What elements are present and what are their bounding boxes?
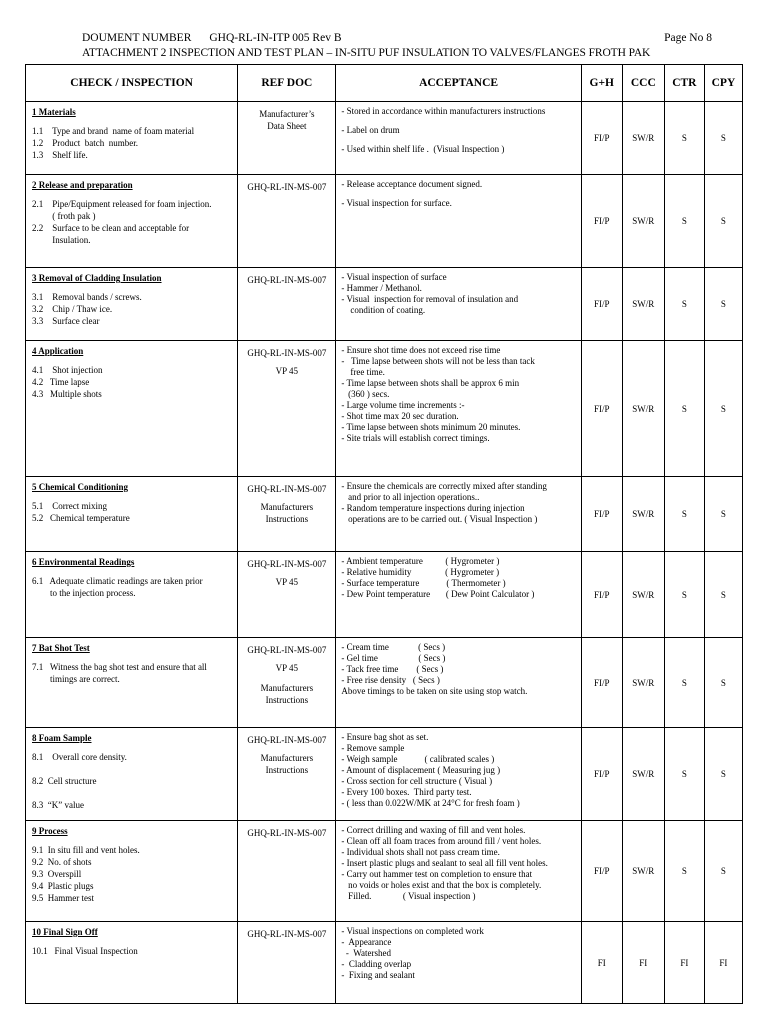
- acceptance-line: - Surface temperature ( Thermometer ): [341, 578, 506, 588]
- acceptance-cell: [336, 922, 581, 1004]
- gh-cell: FI/P: [581, 175, 622, 268]
- check-item: 3.3 Surface clear: [32, 316, 100, 326]
- acceptance-line: - Insert plastic plugs and sealant to seal all fill vent holes.: [341, 858, 548, 868]
- cpy-cell: S: [704, 821, 742, 922]
- acceptance-cell: [336, 728, 581, 821]
- col-header-cpy: CPY: [704, 65, 742, 102]
- acceptance-line: - Visual inspection for removal of insulation and: [341, 294, 519, 304]
- ccc-cell: SW/R: [622, 638, 664, 728]
- check-item: 8.1 Overall core density.: [32, 752, 127, 762]
- ccc-cell: FI: [622, 922, 664, 1004]
- table-row: [26, 268, 743, 341]
- ref-doc-line: GHQ-RL-IN-MS-007: [247, 929, 327, 939]
- acceptance-line: - Amount of displacement ( Measuring jug ): [341, 765, 501, 775]
- acceptance-line: operations are to be carried out. ( Visual Inspection ): [341, 514, 538, 524]
- acceptance-line: - Cross section for cell structure ( Visual ): [341, 776, 493, 786]
- document-header: [82, 32, 712, 44]
- ref-doc-line: VP 45: [275, 577, 299, 587]
- acceptance-line: Above timings to be taken on site using stop watch.: [341, 686, 528, 696]
- acceptance-line: - Ensure the chemicals are correctly mixed after standing: [341, 481, 547, 491]
- check-item: 9.3 Overspill: [32, 869, 82, 879]
- check-item: [32, 787, 233, 799]
- ref-doc-cell: [238, 922, 336, 1004]
- check-inspection-cell: [26, 922, 238, 1004]
- check-item: 9.1 In situ fill and vent holes.: [32, 845, 140, 855]
- check-item: [32, 763, 233, 775]
- ctr-cell: S: [664, 638, 704, 728]
- ref-doc-line: VP 45: [275, 663, 299, 673]
- acceptance-line: - Stored in accordance within manufacturers instructions: [341, 106, 546, 116]
- ref-doc-line: GHQ-RL-IN-MS-007: [247, 275, 327, 285]
- ctr-cell: S: [664, 728, 704, 821]
- section-title: 8 Foam Sample: [32, 733, 92, 743]
- ref-doc-line: GHQ-RL-IN-MS-007: [247, 828, 327, 838]
- col-header-ref-doc: REF DOC: [238, 65, 336, 102]
- page-number: Page No 8: [664, 32, 712, 44]
- ctr-cell: S: [664, 175, 704, 268]
- cpy-cell: S: [704, 477, 742, 552]
- table-row: [26, 102, 743, 175]
- acceptance-line: - Label on drum: [341, 125, 400, 135]
- acceptance-line: - Visual inspections on completed work: [341, 926, 484, 936]
- gh-cell: FI/P: [581, 728, 622, 821]
- ref-doc-cell: [238, 552, 336, 638]
- gh-cell: FI/P: [581, 477, 622, 552]
- section-title: 10 Final Sign Off: [32, 927, 98, 937]
- document-number: [82, 32, 360, 44]
- acceptance-line: Filled. ( Visual inspection ): [341, 891, 476, 901]
- ref-doc-line: GHQ-RL-IN-MS-007: [247, 559, 327, 569]
- check-item: 5.2 Chemical temperature: [32, 513, 130, 523]
- ccc-cell: SW/R: [622, 552, 664, 638]
- check-item: 6.1 Adequate climatic readings are taken prior: [32, 576, 203, 586]
- check-item: to the injection process.: [32, 588, 136, 598]
- inspection-test-plan-table: [25, 64, 743, 1004]
- acceptance-line: and prior to all injection operations..: [341, 492, 480, 502]
- acceptance-line: - Clean off all foam traces from around fill / vent holes.: [341, 836, 542, 846]
- ref-doc-line: Data Sheet: [267, 121, 307, 131]
- check-inspection-cell: [26, 477, 238, 552]
- ref-doc-line: Manufacturer’s: [259, 109, 315, 119]
- table-row: [26, 728, 743, 821]
- acceptance-line: - Ensure bag shot as set.: [341, 732, 429, 742]
- acceptance-cell: [336, 477, 581, 552]
- ccc-cell: SW/R: [622, 477, 664, 552]
- cpy-cell: S: [704, 552, 742, 638]
- ref-doc-line: GHQ-RL-IN-MS-007: [247, 484, 327, 494]
- ctr-cell: S: [664, 268, 704, 341]
- check-item: 8.2 Cell structure: [32, 776, 97, 786]
- ref-doc-line: Manufacturers: [260, 753, 314, 763]
- check-inspection-cell: [26, 821, 238, 922]
- ref-doc-cell: [238, 175, 336, 268]
- acceptance-line: - Time lapse between shots minimum 20 minutes.: [341, 422, 521, 432]
- cpy-cell: FI: [704, 922, 742, 1004]
- ref-doc-line: Instructions: [265, 695, 309, 705]
- ctr-cell: S: [664, 341, 704, 477]
- acceptance-line: - Cream time ( Secs ): [341, 642, 446, 652]
- acceptance-line: - Remove sample: [341, 743, 405, 753]
- cpy-cell: S: [704, 102, 742, 175]
- check-inspection-cell: [26, 175, 238, 268]
- cpy-cell: S: [704, 175, 742, 268]
- table-header-row: [26, 65, 743, 102]
- section-title: 3 Removal of Cladding Insulation: [32, 273, 162, 283]
- gh-cell: FI/P: [581, 552, 622, 638]
- acceptance-line: - Random temperature inspections during injection: [341, 503, 525, 513]
- table-row: [26, 922, 743, 1004]
- acceptance-line: - Used within shelf life . (Visual Inspection ): [341, 144, 505, 154]
- ctr-cell: S: [664, 552, 704, 638]
- acceptance-cell: [336, 175, 581, 268]
- check-item: 7.1 Witness the bag shot test and ensure that all: [32, 662, 207, 672]
- acceptance-line: - Large volume time increments :-: [341, 400, 465, 410]
- check-item: 9.2 No. of shots: [32, 857, 92, 867]
- ccc-cell: SW/R: [622, 102, 664, 175]
- check-item: 3.1 Removal bands / screws.: [32, 292, 142, 302]
- ref-doc-line: VP 45: [275, 366, 299, 376]
- acceptance-line: - Time lapse between shots will not be less than tack: [341, 356, 535, 366]
- section-title: 6 Environmental Readings: [32, 557, 135, 567]
- check-item: 9.5 Hammer test: [32, 893, 94, 903]
- acceptance-cell: [336, 821, 581, 922]
- acceptance-line: - Shot time max 20 sec duration.: [341, 411, 459, 421]
- section-title: 7 Bat Shot Test: [32, 643, 90, 653]
- acceptance-line: - Dew Point temperature ( Dew Point Calculator ): [341, 589, 535, 599]
- check-inspection-cell: [26, 268, 238, 341]
- acceptance-line: - Relative humidity ( Hygrometer ): [341, 567, 500, 577]
- ccc-cell: SW/R: [622, 821, 664, 922]
- col-header-gh: G+H: [581, 65, 622, 102]
- ctr-cell: S: [664, 477, 704, 552]
- check-item: 2.2 Surface to be clean and acceptable for: [32, 223, 190, 233]
- acceptance-line: no voids or holes exist and that the box is completely.: [341, 880, 542, 890]
- gh-cell: FI/P: [581, 341, 622, 477]
- ref-doc-line: Manufacturers: [260, 502, 314, 512]
- check-inspection-cell: [26, 102, 238, 175]
- cpy-cell: S: [704, 638, 742, 728]
- acceptance-line: - Ambient temperature ( Hygrometer ): [341, 556, 500, 566]
- acceptance-line: - Time lapse between shots shall be approx 6 min: [341, 378, 520, 388]
- section-title: 5 Chemical Conditioning: [32, 482, 129, 492]
- ref-doc-cell: [238, 821, 336, 922]
- check-inspection-cell: [26, 552, 238, 638]
- acceptance-line: - Release acceptance document signed.: [341, 179, 483, 189]
- check-item: 2.1 Pipe/Equipment released for foam injection.: [32, 199, 212, 209]
- doc-number-value: GHQ-RL-IN-ITP 005 Rev B: [209, 32, 342, 44]
- cpy-cell: S: [704, 341, 742, 477]
- check-item: 1.3 Shelf life.: [32, 150, 88, 160]
- check-item: timings are correct.: [32, 674, 120, 684]
- acceptance-line: - ( less than 0.022W/MK at 24°C for fresh foam ): [341, 798, 520, 808]
- check-item: 4.2 Time lapse: [32, 377, 90, 387]
- section-title: 2 Release and preparation: [32, 180, 133, 190]
- acceptance-line: - Hammer / Methanol.: [341, 283, 422, 293]
- check-item: 4.3 Multiple shots: [32, 389, 102, 399]
- document-title: ATTACHMENT 2 INSPECTION AND TEST PLAN – IN-SITU PUF INSULATION TO VALVES/FLANGES FROTH PAK: [82, 47, 651, 59]
- col-header-ccc: CCC: [622, 65, 664, 102]
- acceptance-line: - Watershed: [341, 948, 391, 958]
- ref-doc-line: GHQ-RL-IN-MS-007: [247, 645, 327, 655]
- ctr-cell: S: [664, 102, 704, 175]
- check-item: Insulation.: [32, 235, 91, 245]
- acceptance-line: - Correct drilling and waxing of fill and vent holes.: [341, 825, 526, 835]
- acceptance-line: - Ensure shot time does not exceed rise time: [341, 345, 501, 355]
- ctr-cell: FI: [664, 922, 704, 1004]
- ref-doc-line: Instructions: [265, 765, 309, 775]
- section-title: 1 Materials: [32, 107, 76, 117]
- doc-number-label: DOUMENT NUMBER: [82, 32, 192, 44]
- cpy-cell: S: [704, 728, 742, 821]
- gh-cell: FI/P: [581, 102, 622, 175]
- ccc-cell: SW/R: [622, 268, 664, 341]
- acceptance-line: free time.: [341, 367, 385, 377]
- table-row: [26, 341, 743, 477]
- ctr-cell: S: [664, 821, 704, 922]
- ref-doc-line: GHQ-RL-IN-MS-007: [247, 182, 327, 192]
- gh-cell: FI/P: [581, 268, 622, 341]
- check-item: 8.3 “K” value: [32, 800, 84, 810]
- check-inspection-cell: [26, 341, 238, 477]
- acceptance-line: - Carry out hammer test on completion to ensure that: [341, 869, 533, 879]
- acceptance-cell: [336, 341, 581, 477]
- check-item: 10.1 Final Visual Inspection: [32, 946, 138, 956]
- check-inspection-cell: [26, 638, 238, 728]
- ccc-cell: SW/R: [622, 175, 664, 268]
- acceptance-line: - Weigh sample ( calibrated scales ): [341, 754, 495, 764]
- ref-doc-cell: [238, 477, 336, 552]
- ccc-cell: SW/R: [622, 728, 664, 821]
- section-title: 9 Process: [32, 826, 68, 836]
- acceptance-line: [341, 117, 577, 125]
- check-item: 1.1 Type and brand name of foam material: [32, 126, 195, 136]
- ccc-cell: SW/R: [622, 341, 664, 477]
- ref-doc-cell: [238, 341, 336, 477]
- acceptance-line: - Individual shots shall not pass cream time.: [341, 847, 500, 857]
- gh-cell: FI/P: [581, 821, 622, 922]
- table-row: [26, 477, 743, 552]
- ref-doc-cell: [238, 728, 336, 821]
- acceptance-line: - Appearance: [341, 937, 392, 947]
- check-item: 1.2 Product batch number.: [32, 138, 138, 148]
- ref-doc-cell: [238, 268, 336, 341]
- acceptance-line: (360 ) secs.: [341, 389, 390, 399]
- check-item: 4.1 Shot injection: [32, 365, 103, 375]
- check-item: 3.2 Chip / Thaw ice.: [32, 304, 113, 314]
- col-header-check: CHECK / INSPECTION: [26, 65, 238, 102]
- acceptance-line: - Site trials will establish correct timings.: [341, 433, 490, 443]
- acceptance-line: [341, 136, 577, 144]
- check-item: 5.1 Correct mixing: [32, 501, 107, 511]
- check-item: ( froth pak ): [32, 211, 96, 221]
- acceptance-line: - Tack free time ( Secs ): [341, 664, 444, 674]
- check-item: 9.4 Plastic plugs: [32, 881, 94, 891]
- acceptance-line: - Free rise density ( Secs ): [341, 675, 440, 685]
- cpy-cell: S: [704, 268, 742, 341]
- acceptance-cell: [336, 552, 581, 638]
- acceptance-line: - Fixing and sealant: [341, 970, 415, 980]
- acceptance-line: - Visual inspection for surface.: [341, 198, 452, 208]
- table-row: [26, 821, 743, 922]
- acceptance-cell: [336, 638, 581, 728]
- check-inspection-cell: [26, 728, 238, 821]
- ref-doc-line: GHQ-RL-IN-MS-007: [247, 348, 327, 358]
- acceptance-line: - Cladding overlap: [341, 959, 412, 969]
- acceptance-cell: [336, 102, 581, 175]
- acceptance-line: - Visual inspection of surface: [341, 272, 447, 282]
- col-header-acceptance: ACCEPTANCE: [336, 65, 581, 102]
- gh-cell: FI/P: [581, 638, 622, 728]
- table-row: [26, 552, 743, 638]
- table-row: [26, 175, 743, 268]
- ref-doc-cell: [238, 102, 336, 175]
- ref-doc-line: GHQ-RL-IN-MS-007: [247, 735, 327, 745]
- acceptance-cell: [336, 268, 581, 341]
- acceptance-line: - Gel time ( Secs ): [341, 653, 446, 663]
- col-header-ctr: CTR: [664, 65, 704, 102]
- acceptance-line: - Every 100 boxes. Third party test.: [341, 787, 472, 797]
- acceptance-line: condition of coating.: [341, 305, 426, 315]
- gh-cell: FI: [581, 922, 622, 1004]
- ref-doc-cell: [238, 638, 336, 728]
- section-title: 4 Application: [32, 346, 84, 356]
- acceptance-line: [341, 190, 577, 198]
- ref-doc-line: Instructions: [265, 514, 309, 524]
- table-row: [26, 638, 743, 728]
- ref-doc-line: Manufacturers: [260, 683, 314, 693]
